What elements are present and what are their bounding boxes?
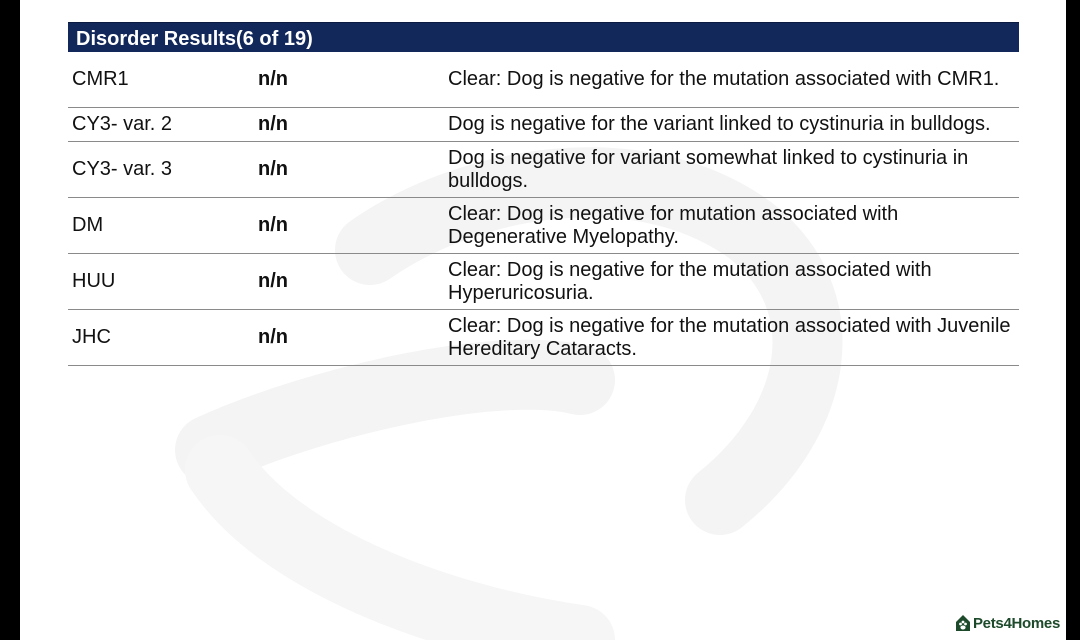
disorder-name: CY3- var. 3 [72,158,173,180]
disorder-description: Clear: Dog is negative for the mutation associated with CMR1. [448,68,1000,90]
disorder-name: CY3- var. 2 [72,113,173,135]
disorder-description: Dog is negative for the variant linked to cystinuria in bulldogs. [448,113,991,135]
disorder-name: HUU [72,270,116,292]
table-row [68,310,1019,366]
document-page [20,0,1066,640]
disorder-name: CMR1 [72,68,129,90]
disorder-result: n/n [258,214,288,236]
pets4homes-logo [955,614,1060,632]
disorder-result: n/n [258,68,288,90]
table-row [68,52,1019,108]
table-row [68,254,1019,310]
paw-house-icon [955,614,971,632]
logo-text: Pets4Homes [972,614,1060,632]
disorder-result: n/n [258,158,288,180]
disorder-result: n/n [258,113,288,135]
disorder-description: Clear: Dog is negative for mutation associated with Degenerative Myelopathy. [448,202,899,248]
disorder-name: JHC [72,326,111,348]
disorder-name: DM [72,214,104,236]
table-row [68,108,1019,142]
disorder-description: Clear: Dog is negative for the mutation associated with Juvenile Hereditary Cataracts. [448,314,1011,360]
table-row [68,198,1019,254]
disorder-description: Dog is negative for variant somewhat linked to cystinuria in bulldogs. [448,146,969,192]
disorder-result: n/n [258,270,288,292]
disorder-description: Clear: Dog is negative for the mutation associated with Hyperuricosuria. [448,258,932,304]
table-header: Disorder Results(6 of 19) [68,22,1019,52]
disorder-result: n/n [258,326,288,348]
disorder-results-table [68,22,1019,366]
table-row [68,142,1019,198]
